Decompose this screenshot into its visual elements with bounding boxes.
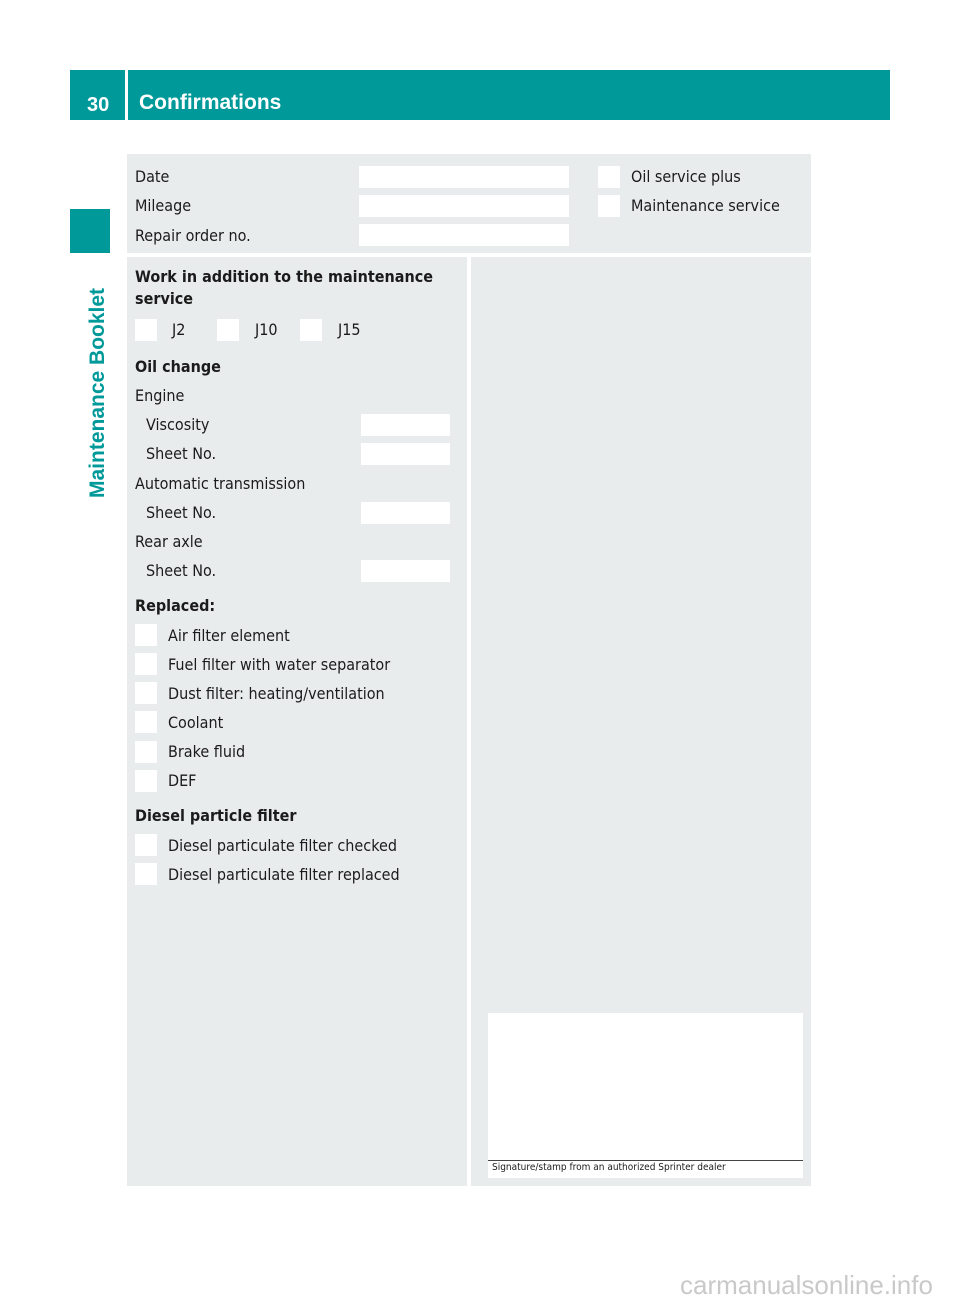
brake-fluid-checkbox[interactable] xyxy=(135,741,157,763)
engine-label: Engine xyxy=(135,386,185,405)
maintenance-service-checkbox[interactable] xyxy=(598,195,620,217)
j15-label: J15 xyxy=(338,320,361,339)
replaced-heading: Replaced: xyxy=(135,596,216,615)
rear-axle-label: Rear axle xyxy=(135,532,203,551)
maintenance-service-label: Maintenance service xyxy=(631,196,780,215)
dust-filter-checkbox[interactable] xyxy=(135,682,157,704)
work-heading-line2: service xyxy=(135,289,194,308)
repair-order-label: Repair order no. xyxy=(135,226,251,245)
j10-checkbox[interactable] xyxy=(217,319,239,341)
engine-sheet-no-label: Sheet No. xyxy=(146,444,217,463)
work-heading-line1: Work in addition to the maintenance xyxy=(135,267,434,286)
air-filter-label: Air filter element xyxy=(168,626,290,645)
fuel-filter-label: Fuel filter with water separator xyxy=(168,655,391,674)
brake-fluid-label: Brake fluid xyxy=(168,742,246,761)
dust-filter-label: Dust filter: heating/ventilation xyxy=(168,684,385,703)
viscosity-field[interactable] xyxy=(361,414,450,436)
date-label: Date xyxy=(135,167,170,186)
dpf-replaced-checkbox[interactable] xyxy=(135,863,157,885)
j15-checkbox[interactable] xyxy=(300,319,322,341)
dpf-replaced-label: Diesel particulate filter replaced xyxy=(168,865,400,884)
air-filter-checkbox[interactable] xyxy=(135,624,157,646)
j2-checkbox[interactable] xyxy=(135,319,157,341)
j2-label: J2 xyxy=(172,320,186,339)
signature-stamp-area[interactable] xyxy=(488,1013,803,1178)
side-tab-marker xyxy=(70,209,110,253)
oil-service-plus-label: Oil service plus xyxy=(631,167,741,186)
def-checkbox[interactable] xyxy=(135,770,157,792)
transmission-sheet-no-field[interactable] xyxy=(361,502,450,524)
repair-order-field[interactable] xyxy=(359,224,569,246)
oil-change-heading: Oil change xyxy=(135,357,221,376)
signature-line xyxy=(488,1160,803,1161)
mileage-label: Mileage xyxy=(135,196,192,215)
page-number: 30 xyxy=(70,70,125,120)
coolant-label: Coolant xyxy=(168,713,224,732)
j10-label: J10 xyxy=(255,320,278,339)
mileage-field[interactable] xyxy=(359,195,569,217)
side-section-label: Maintenance Booklet xyxy=(86,287,109,498)
dpf-heading: Diesel particle filter xyxy=(135,806,297,825)
dpf-checked-checkbox[interactable] xyxy=(135,834,157,856)
date-field[interactable] xyxy=(359,166,569,188)
automatic-transmission-label: Automatic transmission xyxy=(135,474,306,493)
page-title: Confirmations xyxy=(128,70,890,120)
dpf-checked-label: Diesel particulate filter checked xyxy=(168,836,397,855)
oil-service-plus-checkbox[interactable] xyxy=(598,166,620,188)
rear-axle-sheet-no-label: Sheet No. xyxy=(146,561,217,580)
def-label: DEF xyxy=(168,771,197,790)
coolant-checkbox[interactable] xyxy=(135,711,157,733)
watermark: carmanualsonline.info xyxy=(680,1270,933,1300)
fuel-filter-checkbox[interactable] xyxy=(135,653,157,675)
transmission-sheet-no-label: Sheet No. xyxy=(146,503,217,522)
engine-sheet-no-field[interactable] xyxy=(361,443,450,465)
rear-axle-sheet-no-field[interactable] xyxy=(361,560,450,582)
signature-label: Signature/stamp from an authorized Sprinter dealer xyxy=(492,1162,726,1173)
viscosity-label: Viscosity xyxy=(146,415,210,434)
